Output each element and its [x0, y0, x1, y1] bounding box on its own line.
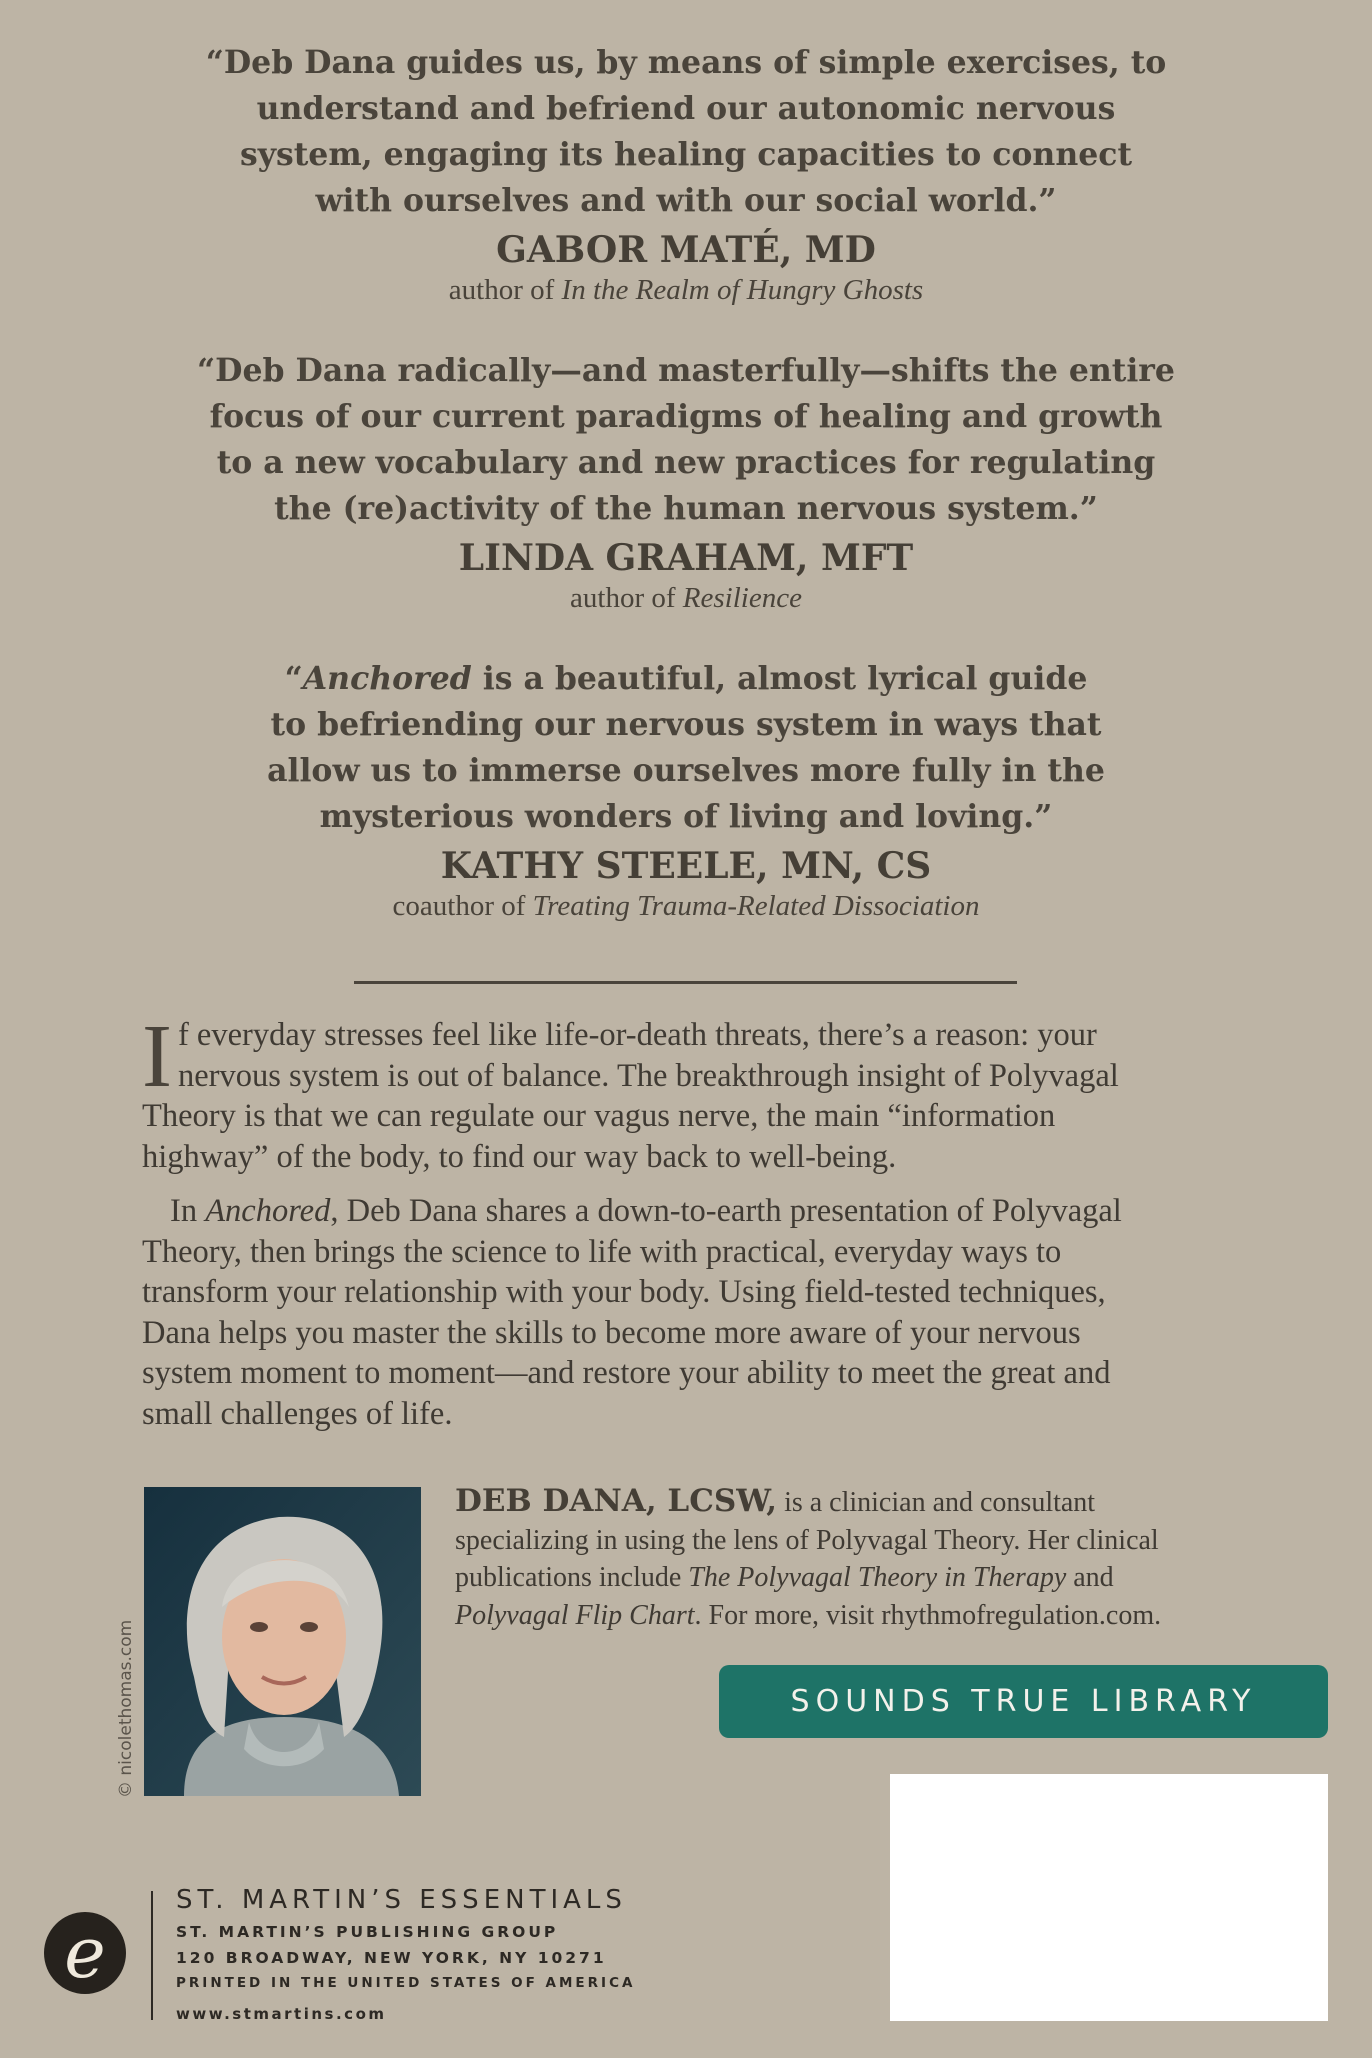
photo-credit: © nicolethomas.com [116, 1619, 136, 1798]
blurb-quote: “Deb Dana radically—and masterfully—shifts the entire focus of our current paradigms of healing and growth to a new vocabulary and new practices for regulating the (re)activity of the human nervous system.” [197, 352, 1175, 527]
description-paragraph-1: I f everyday stresses feel like life-or-death threats, there’s a reason: your nervous system is out of balance. The breakthrough insight of Polyvagal Theory is that we can regulate our vagus nerve, the main “information highway” of the body, to find our way back to well-being. [142, 1007, 1119, 1175]
blurb-linda-graham [0, 348, 1372, 616]
divider-rule [354, 981, 1017, 984]
blurb-author-work: author of In the Realm of Hungry Ghosts [448, 274, 924, 306]
author-bio: DEB DANA, LCSW, is a clinician and consultant specializing in using the lens of Polyvagal Theory. Her clinical publications include The Polyvagal Theory in Therapy and Polyvagal Flip Chart. For more, visit rhythmofregulation.com. [455, 1483, 1162, 1631]
essentials-logo-icon: e [44, 1912, 126, 1994]
author-name: DEB DANA, LCSW, [455, 1483, 778, 1519]
publisher-imprint [176, 1885, 635, 2023]
blurb-kathy-steele [0, 656, 1372, 924]
author-portrait-image [144, 1487, 421, 1796]
blurb-author-name: KATHY STEELE, MN, CS [440, 845, 932, 887]
printed-in: PRINTED IN THE UNITED STATES OF AMERICA [176, 1975, 636, 1991]
publisher-group: ST. MARTIN’S PUBLISHING GROUP [176, 1923, 559, 1941]
drop-cap: I [142, 1007, 172, 1106]
barcode-area [890, 1774, 1328, 2021]
sounds-true-library-badge: SOUNDS TRUE LIBRARY [719, 1665, 1328, 1738]
blurb-gabor-mate [0, 40, 1372, 308]
blurb-author-work: author of Resilience [570, 582, 802, 614]
blurb-author-name: LINDA GRAHAM, MFT [458, 537, 914, 579]
publisher-divider [151, 1891, 153, 2020]
blurb-quote: “Anchored is a beautiful, almost lyrical guide to befriending our nervous system in ways that allow us to immerse ourselves more fully in the mysterious wonders of living and loving.” [267, 660, 1105, 835]
description-paragraph-2: In Anchored, Deb Dana shares a down-to-earth presentation of Polyvagal Theory, then brings the science to life with practical, everyday ways to transform your relationship with your body. Using field-tested techniques, Dana helps you master the skills to become more aware of your nervous system moment to moment—and restore your ability to meet the great and small challenges of life. [142, 1193, 1122, 1432]
blurb-author-name: GABOR MATÉ, MD [496, 229, 876, 271]
publisher-address: 120 BROADWAY, NEW YORK, NY 10271 [176, 1949, 607, 1967]
author-photo [144, 1487, 421, 1796]
blurb-author-work: coauthor of Treating Trauma-Related Dissociation [392, 890, 980, 922]
publisher-url: www.stmartins.com [176, 2005, 387, 2023]
blurb-quote: “Deb Dana guides us, by means of simple exercises, to understand and befriend our autonomic nervous system, engaging its healing capacities to connect with ourselves and with our social world.” [205, 44, 1167, 219]
imprint-name: ST. MARTIN’S ESSENTIALS [176, 1885, 627, 1915]
